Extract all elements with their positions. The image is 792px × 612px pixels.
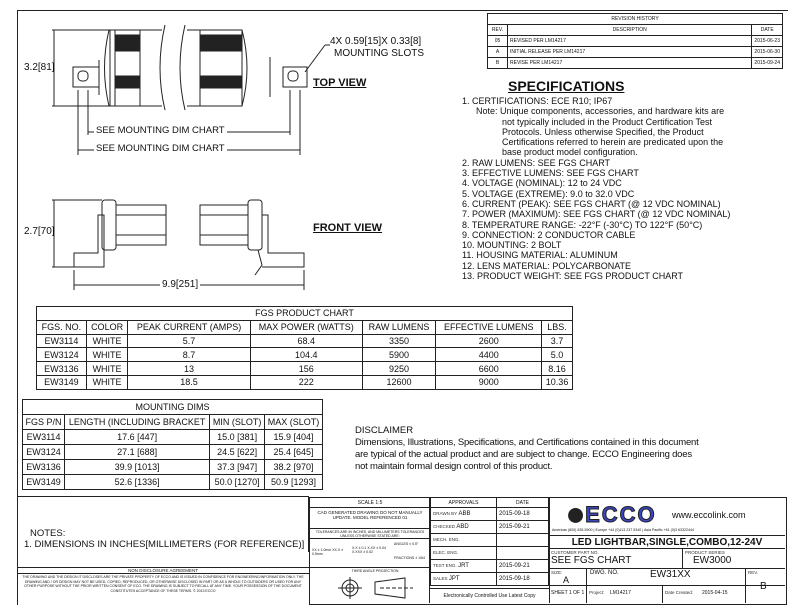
notes-item: 1. DIMENSIONS IN INCHES[MILLIMETERS (FOR REFERENCE)] [24, 539, 305, 550]
cell: 3350 [362, 334, 436, 348]
spec-note: Protocols. Unless otherwise Specified, the Product [502, 126, 704, 137]
approver: JRT [458, 563, 469, 569]
cell: 68.4 [250, 334, 362, 348]
disclaimer-line: not maintain formal design control of this product. [355, 461, 553, 472]
cell: 5.7 [128, 334, 250, 348]
cell: 2015-09-24 [752, 58, 783, 69]
cell: 25.4 [645] [265, 445, 323, 460]
third-angle-projection-icon [335, 576, 415, 600]
cell: EW3149 [37, 375, 87, 389]
cell: 2600 [436, 334, 542, 348]
mounting-dim-chart-1: SEE MOUNTING DIM CHART [96, 125, 225, 136]
cell: 4400 [436, 348, 542, 362]
spec-item: 10. MOUNTING: 2 BOLT [462, 240, 562, 251]
cell: 17.6 [447] [65, 430, 210, 445]
cell: 50.9 [1293] [265, 475, 323, 490]
table-row [488, 36, 783, 47]
spec-item: 4. VOLTAGE (NOMINAL): 12 to 24 VDC [462, 178, 622, 189]
column-header: MIN (SLOT) [210, 415, 265, 430]
table-row [23, 430, 323, 445]
disclaimer-line: Dimensions, Illustrations, Specifications, and Certifications contained in this document [355, 437, 699, 448]
approval-role: DRAWN BY [433, 511, 458, 516]
cell: WHITE [86, 362, 127, 376]
column-header: FGS. NO. [37, 320, 87, 334]
header-cell: DATE [752, 25, 783, 36]
cell: 39.9 [1013] [65, 460, 210, 475]
column-header: MAX POWER (WATTS) [250, 320, 362, 334]
controlled-copy-note: Electronically Controlled Use Latest Copy [430, 588, 549, 603]
tolerance-angles: ANGLES ± 0.5° [394, 542, 419, 546]
approval-row [431, 573, 549, 586]
approver: JPT [448, 576, 460, 582]
cell: 12600 [362, 375, 436, 389]
table-row [23, 460, 323, 475]
date-created-label: Date Created: [665, 590, 694, 595]
approval-date [497, 534, 549, 547]
project-label: Project: [589, 590, 605, 595]
header-row [23, 415, 323, 430]
height-dim-top: 3.2[81] [24, 62, 55, 73]
cell: 13 [128, 362, 250, 376]
table-row [488, 58, 783, 69]
mounting-dim-chart-2: SEE MOUNTING DIM CHART [96, 143, 225, 154]
approval-row [431, 560, 549, 573]
approval-date: 2015-09-21 [497, 521, 549, 534]
tolerances: TOLERANCES ARE IN INCHES, AND MILLIMETERS TOLERANCES UNLESS OTHERWISE STATED ARE: [310, 528, 430, 539]
approval-date [497, 547, 549, 560]
projection-label: THIRD ANGLE PROJECTION [351, 569, 399, 573]
approver: ABD [456, 524, 469, 530]
column-header: RAW LUMENS [362, 320, 436, 334]
approvals-table [430, 497, 549, 586]
spec-note: not typically included in the Product Certification Test [502, 116, 712, 127]
cell: 2015-06-23 [752, 36, 783, 47]
table-row [37, 334, 573, 348]
approver: ABB [458, 511, 471, 517]
spec-note: Note: Unique components, accessories, and hardware kits are [476, 106, 725, 117]
spec-item: 2. RAW LUMENS: SEE FGS CHART [462, 157, 611, 168]
project-value: LM14217 [610, 590, 631, 596]
specifications-title: SPECIFICATIONS [508, 78, 625, 94]
column-header: LENGTH (INCLUDING BRACKET [65, 415, 210, 430]
cell: REVISE PER LM14217 [508, 58, 752, 69]
top-view-label: TOP VIEW [313, 77, 367, 89]
scale: SCALE 1:5 [310, 498, 430, 508]
cell: 37.3 [947] [210, 460, 265, 475]
size-label: SIZE: [551, 570, 563, 575]
approval-role: CHECKED [433, 524, 456, 529]
header-cell: DESCRIPTION [508, 25, 752, 36]
dwg-no-value: EW31XX [650, 569, 691, 580]
tolerance-fractions: FRACTIONS ± 1/64 [394, 556, 425, 560]
approval-date: 2015-09-21 [497, 560, 549, 573]
specifications-list [462, 96, 787, 281]
cell: 9000 [436, 375, 542, 389]
sheet-number: SHEET 1 OF 1 [551, 590, 585, 596]
cell: EW3136 [23, 460, 65, 475]
column-header: MAX (SLOT) [265, 415, 323, 430]
disclaimer-text [355, 437, 699, 473]
cell: 104.4 [250, 348, 362, 362]
approval-role: SALES [433, 576, 448, 581]
cell: A [488, 47, 508, 58]
revision-title: REVISION HISTORY [488, 14, 783, 25]
column-header: LBS. [542, 320, 573, 334]
approval-role: MECH. ENG. [433, 537, 460, 542]
approval-role: TEST ENG. [433, 563, 457, 568]
disclaimer-title: DISCLAIMER [355, 425, 414, 436]
cell: EW3149 [23, 475, 65, 490]
dwg-no-label: DWG. NO. [590, 570, 619, 576]
front-view-label: FRONT VIEW [313, 222, 383, 234]
spec-item: 9. CONNECTION: 2 CONDUCTOR CABLE [462, 229, 636, 240]
cell: EW3124 [23, 445, 65, 460]
cell: 52.6 [1336] [65, 475, 210, 490]
rev-label: REV. [748, 570, 759, 575]
table-row [37, 362, 573, 376]
column-header: PEAK CURRENT (AMPS) [128, 320, 250, 334]
cell: 9250 [362, 362, 436, 376]
spec-note: Certifications referred to herein are predicated upon the [502, 137, 724, 148]
table-row [23, 475, 323, 490]
revision-history-table [487, 13, 783, 69]
title-block [309, 497, 787, 605]
approval-row [431, 508, 549, 521]
customer-part-label: CUSTOMER PART NO. [551, 550, 599, 555]
cell: 222 [250, 375, 362, 389]
date-created-value: 2015-04-15 [702, 590, 728, 596]
ecco-logo: ✺ECCO [568, 502, 657, 527]
width-dim-front: 9.9[251] [162, 279, 199, 290]
nda-title: NON DISCLOSURE AGREEMENT [17, 567, 309, 574]
tolerance-metric: XX ± 1.0mm XX.X ± 0.5mm [312, 548, 344, 556]
cell: REVISED PER LM14217 [508, 36, 752, 47]
tolerance-decimal: X.X ± 0.1 X.XX ± 0.04 X.XXX ± 0.02 [352, 546, 386, 554]
customer-part-value: SEE FGS CHART [551, 555, 632, 566]
approvals-header: APPROVALS [431, 498, 497, 508]
table-row [37, 348, 573, 362]
product-title: LED LIGHTBAR,SINGLE,COMBO,12-24V [549, 535, 785, 549]
column-header: FGS P/N [23, 415, 65, 430]
approval-row [431, 521, 549, 534]
cell: WHITE [86, 375, 127, 389]
spec-item: 13. PRODUCT WEIGHT: SEE FGS PRODUCT CHART [462, 271, 684, 282]
height-dim-front: 2.7[70] [24, 226, 55, 237]
mounting-slots-callout: 4X 0.59[15]X 0.33[8] [330, 36, 422, 47]
rev-value: B [760, 581, 767, 592]
column-header: COLOR [86, 320, 127, 334]
approval-date: 2015-09-18 [497, 573, 549, 586]
cell: 2015-06-30 [752, 47, 783, 58]
fgs-chart-title: FGS PRODUCT CHART [37, 307, 573, 321]
cell: 8.7 [128, 348, 250, 362]
approval-date: 2015-09-18 [497, 508, 549, 521]
size-value: A [563, 575, 570, 585]
cell: 38.2 [970] [265, 460, 323, 475]
contact-numbers: Americas (800) 635-5900 | Europe +44 (0)113 237 5340 | Asia Pacific +61 (0)3 63322444 [552, 528, 695, 532]
cell: INITIAL RELEASE PER LM14217 [508, 47, 752, 58]
cell: EW3114 [37, 334, 87, 348]
cell: 3.7 [542, 334, 573, 348]
cell: 6600 [436, 362, 542, 376]
cell: 156 [250, 362, 362, 376]
cell: 18.5 [128, 375, 250, 389]
table-row [23, 445, 323, 460]
spec-item: 8. TEMPERATURE RANGE: -22°F (-30°C) TO 122°F (50°C) [462, 219, 703, 230]
approval-row [431, 547, 549, 560]
product-series-value: EW3000 [693, 555, 732, 566]
notes-title: NOTES: [30, 528, 66, 539]
cad-note: CAD GENERATED DRAWING DO NOT MANUALLY UPDATE. MODEL REFERENCED 01 [317, 510, 423, 520]
header-cell: REV. [488, 25, 508, 36]
cell: WHITE [86, 348, 127, 362]
spec-item: 6. CURRENT (PEAK): SEE FGS CHART (@ 12 VDC NOMINAL) [462, 198, 721, 209]
cell: 15.0 [381] [210, 430, 265, 445]
cell: 5900 [362, 348, 436, 362]
cell: EW3124 [37, 348, 87, 362]
disclaimer-line: are typical of the actual product and are subject to change. ECCO Engineering does [355, 449, 692, 460]
spec-item: 5. VOLTAGE (EXTREME): 9.0 to 32.0 VDC [462, 188, 635, 199]
approval-row [431, 534, 549, 547]
cell: 24.5 [622] [210, 445, 265, 460]
cell: EW3114 [23, 430, 65, 445]
cell: B [488, 58, 508, 69]
nda-text: THE DRAWING AND THE DESIGN IT DISCLOSES ARE THE PRIVATE PROPERTY OF ECCO AND IS ISSUED IN CONFIDENCE FOR ENGINEERING/INFORMATION ONLY. THE DRAWING AND / OR DESIGN MAY NOT BE USED, COPIED, REPRODUCED, OR OTHERWISE DISCLOSED IN PART OR AS A WHOLE TO OUTSIDERS OR USED FOR ANY OTHER PURPOSE WITHOUT THE PRIOR WRITTEN CONSENT OF ECO. THE DRAWING IS SUBJECT TO RECALL AT ANY TIME. YOUR POSSESSION OF THE DOCUMENT CONSTITUTES ACCEPTANCE OF THESE TERMS. © 2013 ECCO [22, 575, 304, 593]
mounting-dims-table [22, 399, 323, 490]
cell: EW3136 [37, 362, 87, 376]
cell: WHITE [86, 334, 127, 348]
table-row [488, 47, 783, 58]
column-header: EFFECTIVE LUMENS [436, 320, 542, 334]
cell: 5.0 [542, 348, 573, 362]
spec-item: 11. HOUSING MATERIAL: ALUMINUM [462, 250, 618, 261]
approval-role: ELEC. ENG. [433, 550, 459, 555]
spec-item: 3. EFFECTIVE LUMENS: SEE FGS CHART [462, 168, 639, 179]
cell: 27.1 [688] [65, 445, 210, 460]
cell: 05 [488, 36, 508, 47]
fgs-product-chart [36, 306, 573, 390]
spec-item: 12. LENS MATERIAL: POLYCARBONATE [462, 260, 632, 271]
table-row [37, 375, 573, 389]
cell: 15.9 [404] [265, 430, 323, 445]
spec-item: 1. CERTIFICATIONS: ECE R10; IP67 [462, 96, 613, 106]
spec-item: 7. POWER (MAXIMUM): SEE FGS CHART (@ 12 VDC NOMINAL) [462, 209, 731, 220]
front-view-drawing [52, 200, 304, 290]
spec-note: base product model configuration. [502, 147, 638, 158]
mounting-slots-callout-2: MOUNTING SLOTS [334, 48, 425, 59]
date-header: DATE [497, 498, 549, 508]
cell: 50.0 [1270] [210, 475, 265, 490]
cell: 10.36 [542, 375, 573, 389]
mounting-dims-title: MOUNTING DIMS [23, 400, 323, 415]
product-series-label: PRODUCT SERIES [685, 550, 725, 555]
header-row [37, 320, 573, 334]
website-link[interactable]: www.eccolink.com [672, 510, 746, 520]
cell: 8.16 [542, 362, 573, 376]
